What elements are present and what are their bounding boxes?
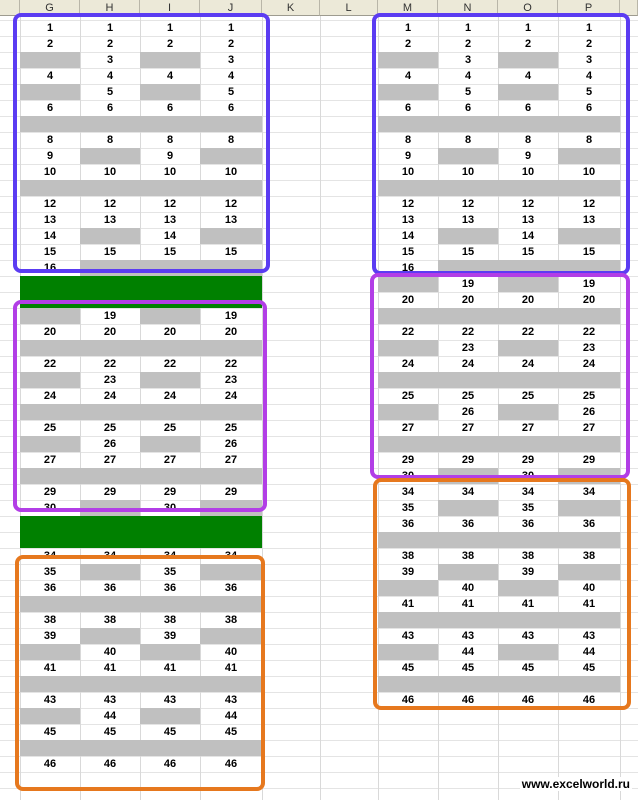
cell-i[interactable]: 13 <box>163 214 177 226</box>
cell-n[interactable]: 29 <box>461 454 475 466</box>
cell-i[interactable]: 35 <box>163 566 177 578</box>
cell-j[interactable]: 12 <box>224 198 238 210</box>
cell-i[interactable]: 4 <box>166 70 174 82</box>
cell-h[interactable]: 36 <box>103 582 117 594</box>
cell-g[interactable]: 10 <box>43 166 57 178</box>
column-header-p[interactable]: P <box>558 0 620 16</box>
cell-n[interactable]: 6 <box>464 102 472 114</box>
cell-o[interactable]: 41 <box>521 598 535 610</box>
cell-p[interactable]: 41 <box>582 598 596 610</box>
cell-p[interactable]: 26 <box>582 406 596 418</box>
cell-m[interactable]: 1 <box>404 22 412 34</box>
cell-o[interactable]: 46 <box>521 694 535 706</box>
cell-n[interactable]: 8 <box>464 134 472 146</box>
cell-o[interactable]: 13 <box>521 214 535 226</box>
cell-g[interactable]: 39 <box>43 630 57 642</box>
cell-h[interactable]: 4 <box>106 70 114 82</box>
cell-p[interactable]: 36 <box>582 518 596 530</box>
cell-h[interactable]: 3 <box>106 54 114 66</box>
cell-j[interactable]: 5 <box>227 86 235 98</box>
cell-m[interactable]: 16 <box>401 262 415 274</box>
cell-o[interactable]: 43 <box>521 630 535 642</box>
cell-n[interactable]: 13 <box>461 214 475 226</box>
cell-p[interactable]: 29 <box>582 454 596 466</box>
cell-m[interactable]: 6 <box>404 102 412 114</box>
cell-o[interactable]: 24 <box>521 358 535 370</box>
cell-g[interactable]: 2 <box>46 38 54 50</box>
cell-n[interactable]: 23 <box>461 342 475 354</box>
cell-i[interactable]: 2 <box>166 38 174 50</box>
cell-i[interactable]: 12 <box>163 198 177 210</box>
cell-n[interactable]: 12 <box>461 198 475 210</box>
cell-i[interactable]: 36 <box>163 582 177 594</box>
cell-g[interactable]: 25 <box>43 422 57 434</box>
column-header-k[interactable]: K <box>262 0 320 16</box>
column-header-n[interactable]: N <box>438 0 498 16</box>
cell-g[interactable]: 41 <box>43 662 57 674</box>
cell-j[interactable]: 38 <box>224 614 238 626</box>
cell-h[interactable]: 26 <box>103 438 117 450</box>
cell-j[interactable]: 13 <box>224 214 238 226</box>
cell-o[interactable]: 8 <box>524 134 532 146</box>
cell-p[interactable]: 23 <box>582 342 596 354</box>
cell-i[interactable]: 27 <box>163 454 177 466</box>
cell-p[interactable]: 43 <box>582 630 596 642</box>
cell-j[interactable]: 2 <box>227 38 235 50</box>
cell-j[interactable]: 25 <box>224 422 238 434</box>
cell-h[interactable]: 46 <box>103 758 117 770</box>
cell-n[interactable]: 25 <box>461 390 475 402</box>
cell-j[interactable]: 15 <box>224 246 238 258</box>
cell-p[interactable]: 6 <box>585 102 593 114</box>
cell-p[interactable]: 3 <box>585 54 593 66</box>
cell-p[interactable]: 2 <box>585 38 593 50</box>
cell-o[interactable]: 25 <box>521 390 535 402</box>
cell-g[interactable]: 15 <box>43 246 57 258</box>
cell-i[interactable]: 46 <box>163 758 177 770</box>
cell-o[interactable]: 34 <box>521 486 535 498</box>
cell-j[interactable]: 10 <box>224 166 238 178</box>
cell-m[interactable]: 39 <box>401 566 415 578</box>
cell-g[interactable]: 36 <box>43 582 57 594</box>
cell-h[interactable]: 24 <box>103 390 117 402</box>
cell-i[interactable]: 25 <box>163 422 177 434</box>
cell-n[interactable]: 41 <box>461 598 475 610</box>
cell-j[interactable]: 1 <box>227 22 235 34</box>
cell-g[interactable]: 14 <box>43 230 57 242</box>
cell-n[interactable]: 36 <box>461 518 475 530</box>
cell-o[interactable]: 1 <box>524 22 532 34</box>
cell-j[interactable]: 19 <box>224 310 238 322</box>
cell-g[interactable]: 24 <box>43 390 57 402</box>
cell-h[interactable]: 10 <box>103 166 117 178</box>
cell-n[interactable]: 45 <box>461 662 475 674</box>
cell-m[interactable]: 9 <box>404 150 412 162</box>
cell-h[interactable]: 45 <box>103 726 117 738</box>
cell-m[interactable]: 25 <box>401 390 415 402</box>
cell-g[interactable]: 6 <box>46 102 54 114</box>
cell-o[interactable]: 2 <box>524 38 532 50</box>
cell-j[interactable]: 20 <box>224 326 238 338</box>
cell-o[interactable]: 9 <box>524 150 532 162</box>
cell-g[interactable]: 45 <box>43 726 57 738</box>
cell-i[interactable]: 20 <box>163 326 177 338</box>
cell-h[interactable]: 13 <box>103 214 117 226</box>
cell-m[interactable]: 30 <box>401 470 415 482</box>
cell-p[interactable]: 12 <box>582 198 596 210</box>
cell-g[interactable]: 12 <box>43 198 57 210</box>
cell-g[interactable]: 4 <box>46 70 54 82</box>
cell-h[interactable]: 6 <box>106 102 114 114</box>
cell-m[interactable]: 8 <box>404 134 412 146</box>
gridline-col <box>320 16 321 800</box>
cell-o[interactable]: 27 <box>521 422 535 434</box>
cell-h[interactable]: 1 <box>106 22 114 34</box>
cell-n[interactable]: 38 <box>461 550 475 562</box>
cell-h[interactable]: 22 <box>103 358 117 370</box>
cell-m[interactable]: 22 <box>401 326 415 338</box>
cell-n[interactable]: 15 <box>461 246 475 258</box>
cell-n[interactable]: 46 <box>461 694 475 706</box>
cell-j[interactable]: 24 <box>224 390 238 402</box>
frame-blue-right <box>372 13 630 275</box>
cell-n[interactable]: 10 <box>461 166 475 178</box>
cell-m[interactable]: 20 <box>401 294 415 306</box>
cell-m[interactable]: 24 <box>401 358 415 370</box>
cell-h[interactable]: 44 <box>103 710 117 722</box>
cell-m[interactable]: 27 <box>401 422 415 434</box>
cell-j[interactable]: 26 <box>224 438 238 450</box>
cell-o[interactable]: 22 <box>521 326 535 338</box>
cell-n[interactable]: 19 <box>461 278 475 290</box>
cell-g[interactable]: 20 <box>43 326 57 338</box>
cell-j[interactable]: 27 <box>224 454 238 466</box>
cell-p[interactable]: 22 <box>582 326 596 338</box>
cell-p[interactable]: 20 <box>582 294 596 306</box>
cell-i[interactable]: 22 <box>163 358 177 370</box>
cell-g[interactable]: 16 <box>43 262 57 274</box>
cell-m[interactable]: 10 <box>401 166 415 178</box>
cell-m[interactable]: 41 <box>401 598 415 610</box>
cell-h[interactable]: 20 <box>103 326 117 338</box>
cell-h[interactable]: 43 <box>103 694 117 706</box>
cell-p[interactable]: 44 <box>582 646 596 658</box>
cell-h[interactable]: 12 <box>103 198 117 210</box>
cell-i[interactable]: 30 <box>163 502 177 514</box>
cell-h[interactable]: 27 <box>103 454 117 466</box>
cell-h[interactable]: 38 <box>103 614 117 626</box>
cell-j[interactable]: 29 <box>224 486 238 498</box>
cell-n[interactable]: 4 <box>464 70 472 82</box>
cell-h[interactable]: 25 <box>103 422 117 434</box>
cell-m[interactable]: 38 <box>401 550 415 562</box>
column-header-g[interactable]: G <box>20 0 80 16</box>
cell-i[interactable]: 39 <box>163 630 177 642</box>
cell-m[interactable]: 15 <box>401 246 415 258</box>
cell-h[interactable]: 41 <box>103 662 117 674</box>
green-band <box>20 516 262 532</box>
frame-orange-left <box>15 555 265 791</box>
cell-g[interactable]: 38 <box>43 614 57 626</box>
cell-n[interactable]: 22 <box>461 326 475 338</box>
cell-o[interactable]: 15 <box>521 246 535 258</box>
cell-j[interactable]: 46 <box>224 758 238 770</box>
cell-i[interactable]: 9 <box>166 150 174 162</box>
cell-o[interactable]: 12 <box>521 198 535 210</box>
cell-j[interactable]: 41 <box>224 662 238 674</box>
cell-o[interactable]: 6 <box>524 102 532 114</box>
cell-p[interactable]: 24 <box>582 358 596 370</box>
cell-h[interactable]: 15 <box>103 246 117 258</box>
cell-j[interactable]: 43 <box>224 694 238 706</box>
cell-n[interactable]: 20 <box>461 294 475 306</box>
cell-n[interactable]: 26 <box>461 406 475 418</box>
cell-h[interactable]: 8 <box>106 134 114 146</box>
cell-g[interactable]: 13 <box>43 214 57 226</box>
cell-m[interactable]: 34 <box>401 486 415 498</box>
cell-g[interactable]: 8 <box>46 134 54 146</box>
cell-n[interactable]: 5 <box>464 86 472 98</box>
cell-m[interactable]: 13 <box>401 214 415 226</box>
frame-orange-right <box>373 478 631 710</box>
cell-o[interactable]: 36 <box>521 518 535 530</box>
cell-g[interactable]: 46 <box>43 758 57 770</box>
cell-p[interactable]: 1 <box>585 22 593 34</box>
cell-j[interactable]: 40 <box>224 646 238 658</box>
cell-i[interactable]: 41 <box>163 662 177 674</box>
cell-i[interactable]: 29 <box>163 486 177 498</box>
cell-n[interactable]: 43 <box>461 630 475 642</box>
cell-p[interactable]: 19 <box>582 278 596 290</box>
cell-g[interactable]: 9 <box>46 150 54 162</box>
cell-j[interactable]: 23 <box>224 374 238 386</box>
cell-h[interactable]: 19 <box>103 310 117 322</box>
cell-m[interactable]: 36 <box>401 518 415 530</box>
cell-m[interactable]: 29 <box>401 454 415 466</box>
cell-j[interactable]: 34 <box>224 550 238 562</box>
cell-j[interactable]: 8 <box>227 134 235 146</box>
cell-m[interactable]: 35 <box>401 502 415 514</box>
cell-o[interactable]: 4 <box>524 70 532 82</box>
frame-blue-left <box>13 13 270 273</box>
cell-p[interactable]: 45 <box>582 662 596 674</box>
cell-g[interactable]: 43 <box>43 694 57 706</box>
cell-j[interactable]: 36 <box>224 582 238 594</box>
cell-n[interactable]: 40 <box>461 582 475 594</box>
cell-o[interactable]: 30 <box>521 470 535 482</box>
column-header-j[interactable]: J <box>200 0 262 16</box>
cell-j[interactable]: 22 <box>224 358 238 370</box>
cell-p[interactable]: 15 <box>582 246 596 258</box>
cell-n[interactable]: 24 <box>461 358 475 370</box>
cell-j[interactable]: 44 <box>224 710 238 722</box>
frame-purple-right <box>370 273 630 479</box>
cell-i[interactable]: 14 <box>163 230 177 242</box>
cell-i[interactable]: 15 <box>163 246 177 258</box>
cell-g[interactable]: 27 <box>43 454 57 466</box>
cell-i[interactable]: 34 <box>163 550 177 562</box>
cell-o[interactable]: 38 <box>521 550 535 562</box>
cell-i[interactable]: 38 <box>163 614 177 626</box>
cell-g[interactable]: 1 <box>46 22 54 34</box>
cell-g[interactable]: 34 <box>43 550 57 562</box>
cell-h[interactable]: 40 <box>103 646 117 658</box>
column-header-h[interactable]: H <box>80 0 140 16</box>
cell-i[interactable]: 8 <box>166 134 174 146</box>
cell-n[interactable]: 1 <box>464 22 472 34</box>
cell-n[interactable]: 34 <box>461 486 475 498</box>
cell-j[interactable]: 6 <box>227 102 235 114</box>
cell-h[interactable]: 2 <box>106 38 114 50</box>
green-band <box>20 276 262 292</box>
cell-p[interactable]: 27 <box>582 422 596 434</box>
cell-i[interactable]: 24 <box>163 390 177 402</box>
cell-p[interactable]: 34 <box>582 486 596 498</box>
cell-n[interactable]: 2 <box>464 38 472 50</box>
cell-p[interactable]: 5 <box>585 86 593 98</box>
site-watermark: www.excelworld.ru <box>521 777 630 791</box>
cell-g[interactable]: 35 <box>43 566 57 578</box>
cell-m[interactable]: 2 <box>404 38 412 50</box>
cell-p[interactable]: 8 <box>585 134 593 146</box>
cell-n[interactable]: 3 <box>464 54 472 66</box>
cell-m[interactable]: 45 <box>401 662 415 674</box>
cell-i[interactable]: 43 <box>163 694 177 706</box>
cell-p[interactable]: 40 <box>582 582 596 594</box>
cell-o[interactable]: 45 <box>521 662 535 674</box>
cell-h[interactable]: 5 <box>106 86 114 98</box>
cell-g[interactable]: 30 <box>43 502 57 514</box>
cell-n[interactable]: 27 <box>461 422 475 434</box>
cell-m[interactable]: 4 <box>404 70 412 82</box>
cell-p[interactable]: 10 <box>582 166 596 178</box>
column-header-l[interactable]: L <box>320 0 378 16</box>
cell-j[interactable]: 3 <box>227 54 235 66</box>
cell-p[interactable]: 46 <box>582 694 596 706</box>
green-band <box>20 532 262 548</box>
cell-h[interactable]: 23 <box>103 374 117 386</box>
cell-g[interactable]: 29 <box>43 486 57 498</box>
cell-o[interactable]: 14 <box>521 230 535 242</box>
cell-o[interactable]: 20 <box>521 294 535 306</box>
cell-n[interactable]: 44 <box>461 646 475 658</box>
cell-o[interactable]: 35 <box>521 502 535 514</box>
cell-p[interactable]: 38 <box>582 550 596 562</box>
cell-m[interactable]: 14 <box>401 230 415 242</box>
cell-o[interactable]: 39 <box>521 566 535 578</box>
cell-i[interactable]: 6 <box>166 102 174 114</box>
cell-i[interactable]: 45 <box>163 726 177 738</box>
cell-g[interactable]: 22 <box>43 358 57 370</box>
cell-p[interactable]: 4 <box>585 70 593 82</box>
cell-o[interactable]: 29 <box>521 454 535 466</box>
column-header-m[interactable]: M <box>378 0 438 16</box>
cell-i[interactable]: 10 <box>163 166 177 178</box>
cell-j[interactable]: 45 <box>224 726 238 738</box>
cell-m[interactable]: 43 <box>401 630 415 642</box>
cell-i[interactable]: 1 <box>166 22 174 34</box>
cell-h[interactable]: 34 <box>103 550 117 562</box>
cell-m[interactable]: 46 <box>401 694 415 706</box>
cell-o[interactable]: 10 <box>521 166 535 178</box>
cell-j[interactable]: 4 <box>227 70 235 82</box>
column-header-i[interactable]: I <box>140 0 200 16</box>
frame-purple-left <box>13 300 267 512</box>
column-header-o[interactable]: O <box>498 0 558 16</box>
cell-p[interactable]: 13 <box>582 214 596 226</box>
cell-h[interactable]: 29 <box>103 486 117 498</box>
cell-m[interactable]: 12 <box>401 198 415 210</box>
cell-p[interactable]: 25 <box>582 390 596 402</box>
